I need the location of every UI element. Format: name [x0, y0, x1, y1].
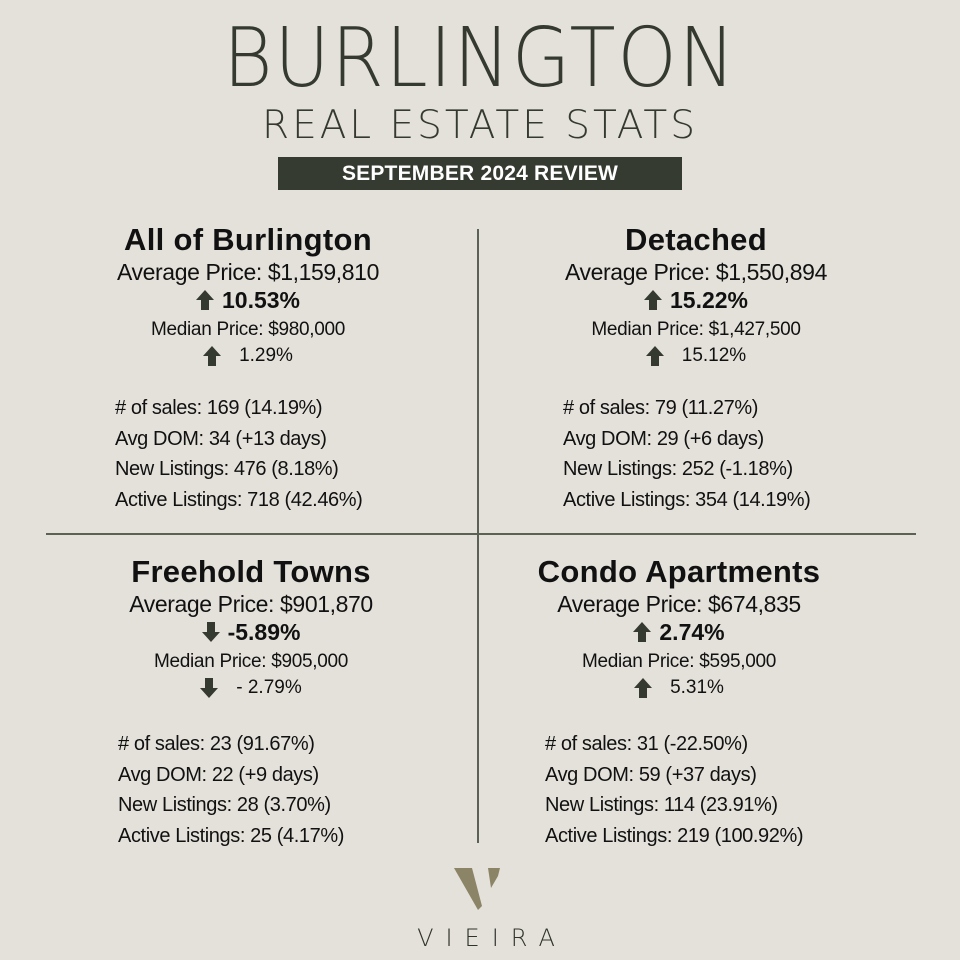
stat-new-listings: New Listings: 476 (8.18%): [115, 458, 339, 480]
median-price-change: 5.31%: [670, 677, 724, 698]
arrow-down-icon: [200, 678, 218, 698]
arrow-up-icon: [203, 346, 221, 366]
stat-active-listings: Active Listings: 718 (42.46%): [115, 488, 363, 511]
average-price: Average Price: $1,159,810: [117, 259, 379, 285]
stats-list: [115, 393, 362, 515]
horizontal-divider: [46, 533, 916, 535]
quadrant-condo-apartments: [469, 554, 889, 703]
arrow-down-icon: [202, 622, 220, 642]
page-title: BURLINGTON: [223, 11, 737, 106]
stat-avg-dom: Avg DOM: 29 (+6 days): [563, 427, 764, 450]
stat-active-listings: Active Listings: 354 (14.19%): [563, 488, 811, 511]
stat-avg-dom: Avg DOM: 22 (+9 days): [118, 763, 319, 786]
average-price-change: 2.74%: [659, 619, 725, 645]
brand-name: VIEIRA: [417, 924, 567, 952]
quadrant-title: Condo Apartments: [537, 554, 821, 589]
arrow-up-icon: [633, 622, 651, 642]
stats-list: [118, 729, 344, 851]
median-price: Median Price: $1,427,500: [591, 319, 801, 340]
date-banner: SEPTEMBER 2024 REVIEW: [278, 157, 682, 190]
quadrant-title: Freehold Towns: [131, 554, 371, 589]
average-price: Average Price: $674,835: [557, 591, 801, 617]
average-price-change: 10.53%: [221, 287, 300, 313]
arrow-up-icon: [646, 346, 664, 366]
average-price: Average Price: $1,550,894: [565, 259, 827, 285]
stat-new-listings: New Listings: 252 (-1.18%): [563, 458, 793, 480]
average-price-change: -5.89%: [227, 619, 301, 645]
stat-active-listings: Active Listings: 219 (100.92%): [545, 824, 804, 847]
stats-list: [545, 729, 803, 851]
average-price: Average Price: $901,870: [129, 591, 373, 617]
stat-avg-dom: Avg DOM: 34 (+13 days): [115, 427, 327, 450]
stat-new-listings: New Listings: 114 (23.91%): [545, 794, 778, 816]
stat-sales: # of sales: 31 (-22.50%): [545, 733, 748, 755]
vertical-divider: [477, 229, 479, 843]
arrow-up-icon: [644, 290, 662, 310]
v-monogram-icon: [440, 862, 520, 912]
arrow-up-icon: [196, 290, 214, 310]
quadrant-title: Detached: [625, 222, 767, 257]
median-price-change: 15.12%: [681, 345, 747, 366]
arrow-up-icon: [634, 678, 652, 698]
stat-sales: # of sales: 23 (91.67%): [118, 733, 315, 755]
stat-active-listings: Active Listings: 25 (4.17%): [118, 824, 344, 847]
quadrant-title: All of Burlington: [124, 222, 372, 257]
median-price-change: - 2.79%: [236, 677, 302, 698]
average-price-change: 15.22%: [669, 287, 748, 313]
quadrant-all-of-burlington: [38, 222, 458, 371]
stat-new-listings: New Listings: 28 (3.70%): [118, 794, 331, 816]
stat-avg-dom: Avg DOM: 59 (+37 days): [545, 763, 757, 786]
median-price-change: 1.29%: [239, 345, 293, 366]
stat-sales: # of sales: 169 (14.19%): [115, 397, 323, 419]
stat-sales: # of sales: 79 (11.27%): [563, 397, 758, 419]
median-price: Median Price: $595,000: [581, 651, 777, 672]
median-price: Median Price: $905,000: [153, 651, 349, 672]
page-subtitle: REAL ESTATE STATS: [261, 103, 699, 148]
median-price: Median Price: $980,000: [150, 319, 346, 340]
quadrant-detached: [486, 222, 906, 371]
quadrant-freehold-towns: [41, 554, 461, 703]
stats-list: [563, 393, 810, 515]
